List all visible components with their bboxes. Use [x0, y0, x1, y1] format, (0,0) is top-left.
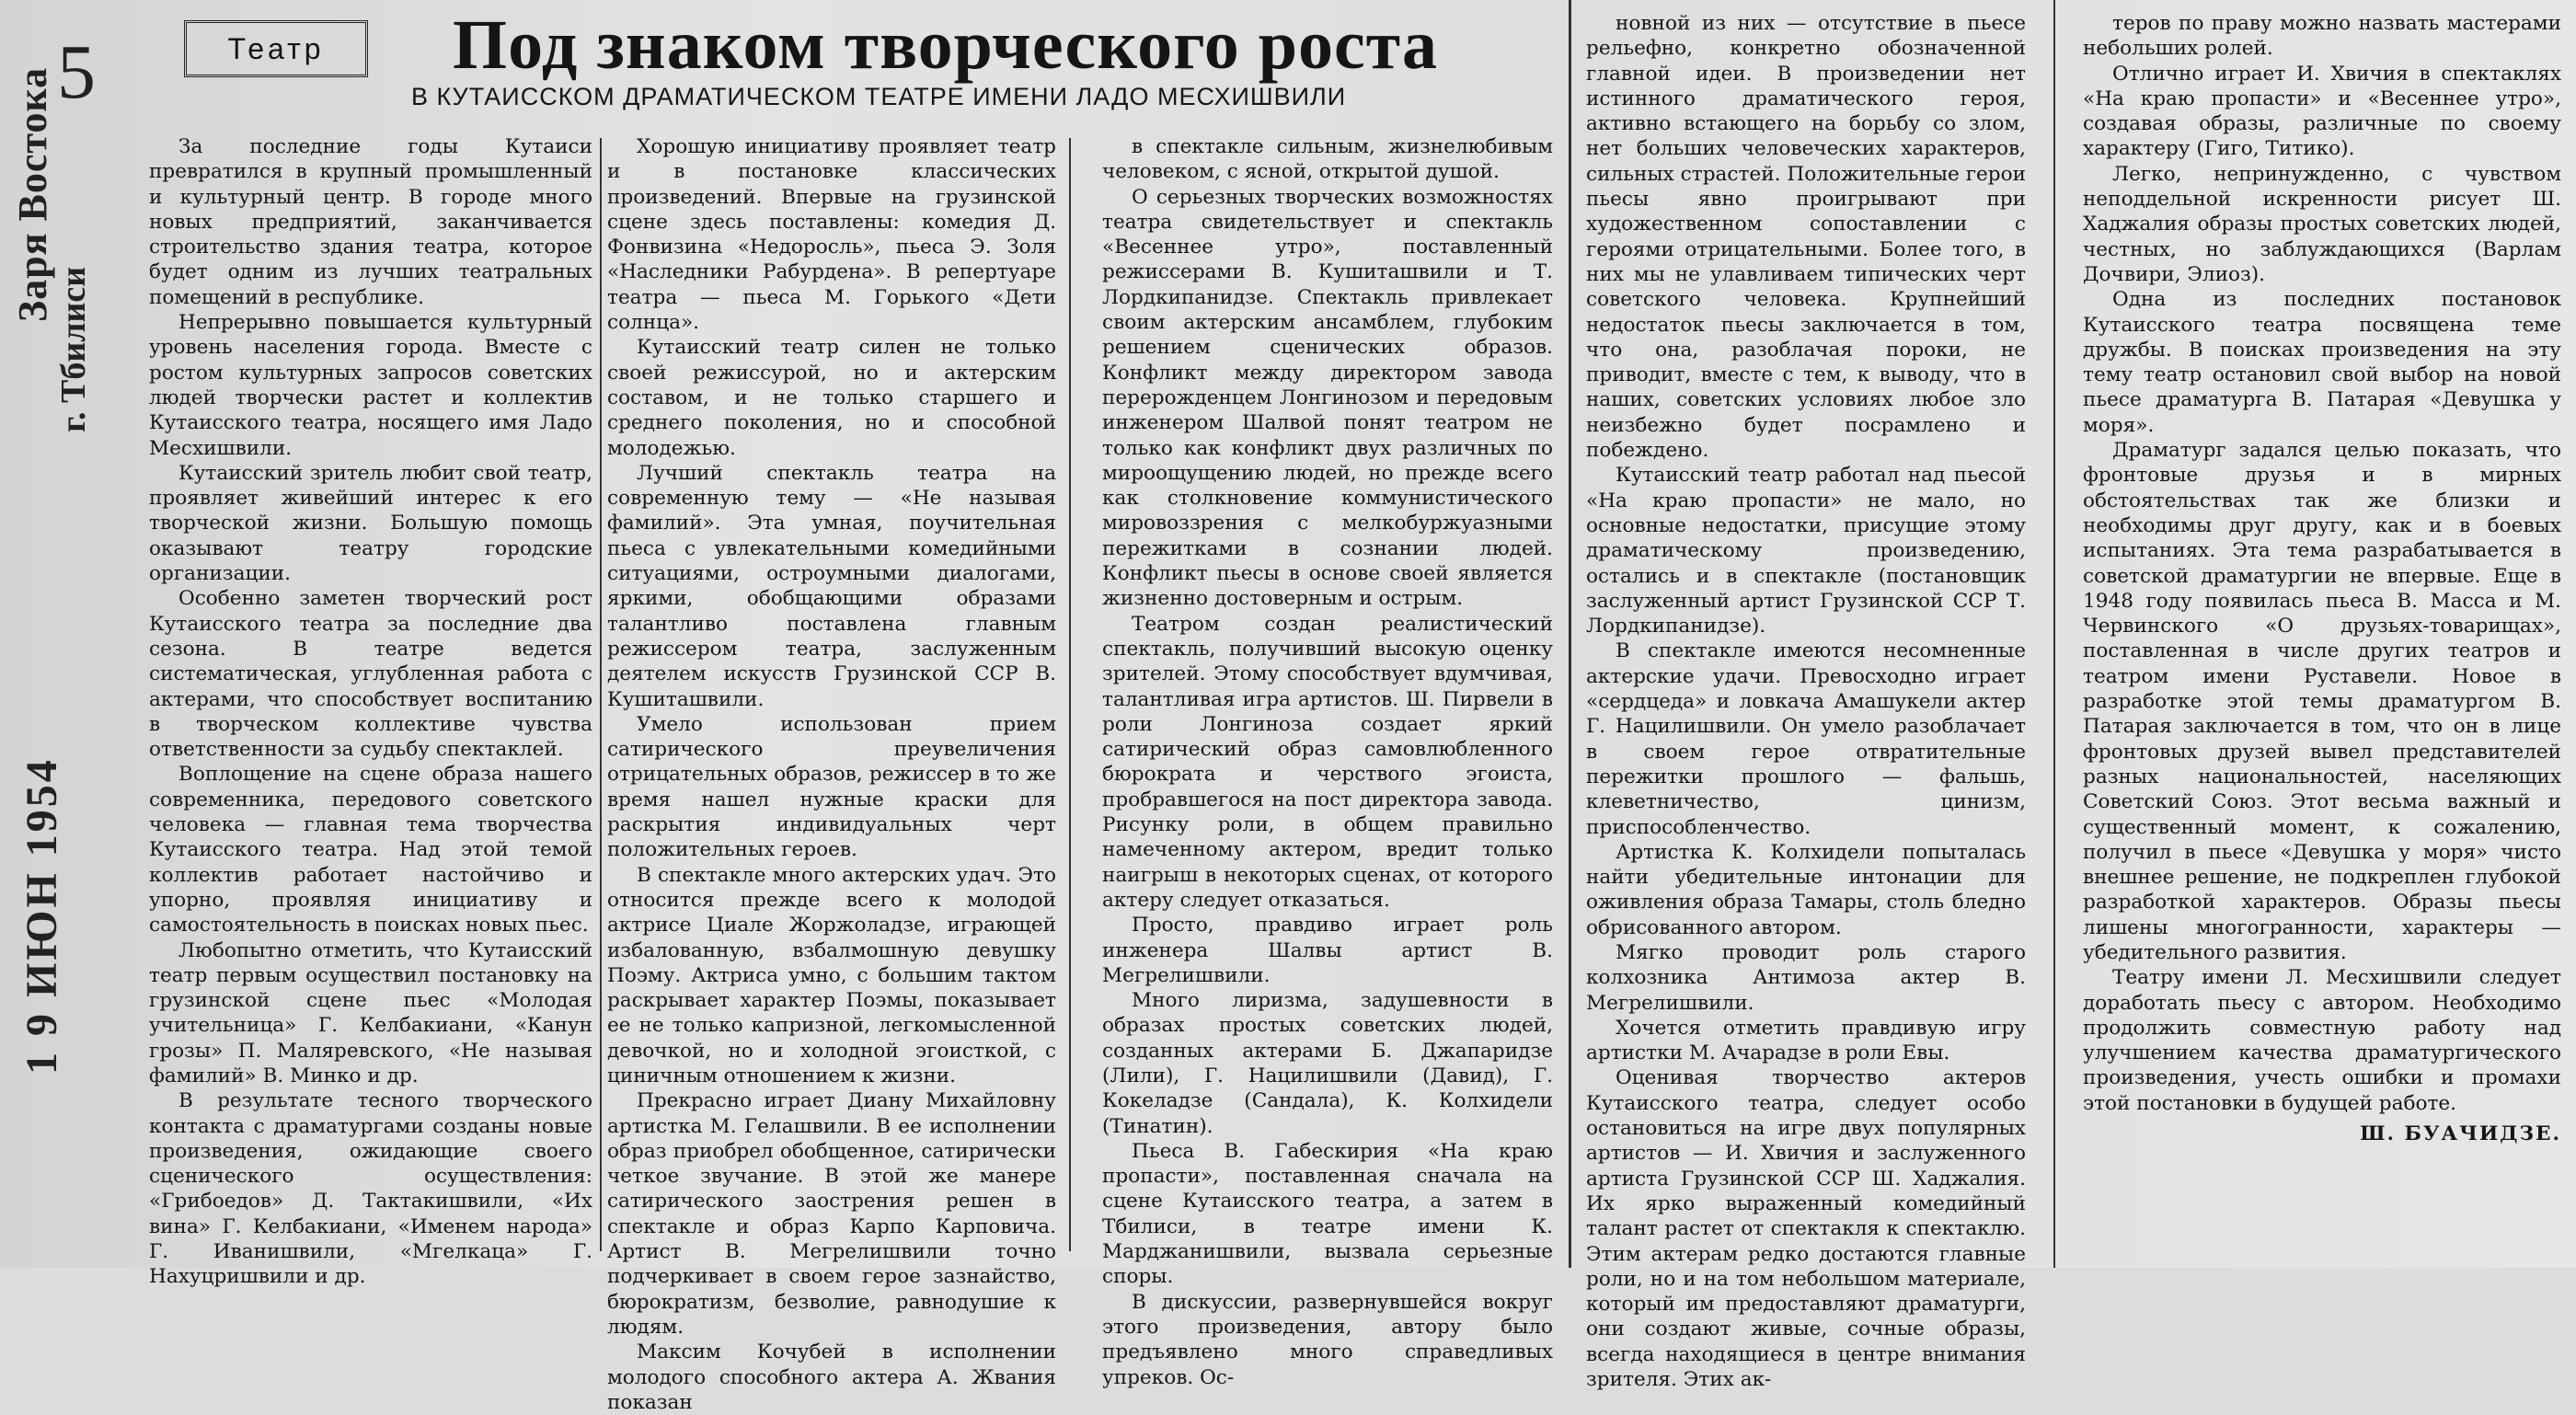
author-signature: Ш. БУАЧИДЗЕ. [2360, 1122, 2561, 1146]
paragraph: Одна из последних постановок Кутаисского театра посвящена теме дружбы. В поисках произведения на эту тему театр остановил свой выбор на новой пьесе драматурга В. Патарая «Девушка у моря». [2083, 288, 2561, 437]
paragraph: В спектакле много актерских удач. Это относится прежде всего к молодой актрисе Циале Жоржоладзе, играющей избалованную, взбалмошную девушку Поэму. Актриса умно, с большим тактом раскрывает характер Поэмы, показывает ее не только капризной, легкомысленной девочкой, но и холодной эгоисткой, с циничным отношением к жизни. [607, 863, 1056, 1087]
column-divider [1569, 0, 1571, 1268]
newspaper-name: Заря Востока [10, 66, 55, 322]
column-divider [600, 138, 602, 1251]
paragraph: теров по праву можно назвать мастерами небольших ролей. [2083, 12, 2561, 61]
paragraph: За последние годы Кутаиси превратился в крупный промышленный и культурный центр. В городе много новых предприятий, заканчивается строительство здания театра, которое будет одним из лучших театральных помещений в республике. [149, 135, 592, 309]
city-label: г. Тбилиси [54, 266, 93, 432]
paragraph: Пьеса В. Габескирия «На краю пропасти», поставленная сначала на сцене Кутаисского театра, а затем в Тбилиси, в театре имени К. Марджанишвили, вызвала серьезные споры. [1102, 1139, 1553, 1289]
paragraph: Много лиризма, задушевности в образах простых советских людей, созданных актерами Б. Джапаридзе (Лили), Г. Нацилишвили (Давид), Г. Кокеладзе (Сандала), К. Колхидели (Тинатин). [1102, 989, 1553, 1138]
paragraph: Воплощение на сцене образа нашего современника, передового советского человека — главная тема творчества Кутаисского театра. Над этой темой коллектив работает настойчиво и упорно, проявляя инициативу и самостоятельность в поисках новых пьес. [149, 763, 592, 938]
paragraph: Хочется отметить правдивую игру артистки М. Ачарадзе в роли Евы. [1586, 1016, 2026, 1065]
paragraph: Хорошую инициативу проявляет театр и в постановке классических произведений. Впервые на грузинской сцене здесь поставлены: комедия Д. Фонвизина «Недоросль», пьеса Э. Золя «Наследники Рабурдена». В репертуаре театра — пьеса М. Горького «Дети солнца». [607, 135, 1056, 335]
article-column-4 [1586, 11, 2026, 1392]
paragraph: Драматург задался целью показать, что фронтовые друзья и в мирных обстоятельствах так же близки и необходимы друг другу, как и в боевых испытаниях. Эта тема разрабатывается в советской драматургии не впервые. Еще в 1948 году появилась пьеса В. Масса и М. Червинского «О друзьях-товарищах», поставленная в числе других театров и театром имени Руставели. Новое в разработке этой темы драматургом В. Патарая заключается в том, что он в лице фронтовых друзей вывел представителей разных национальностей, населяющих Советский Союз. Этот весьма важный и существенный момент, к сожалению, получил в пьесе «Девушка у моря» чисто внешнее решение, не подкреплен глубокой разработкой характеров. Образы пьесы лишены многогранности, характеры — убедительного развития. [2083, 439, 2561, 964]
paragraph: Мягко проводит роль старого колхозника Антимоза актер В. Мегрелишвили. [1586, 940, 2026, 1015]
handwritten-number: 5 [57, 29, 96, 115]
article-headline: Под знаком творческого роста [453, 6, 1438, 84]
section-rubric: Театр [184, 20, 368, 77]
paragraph: В спектакле имеются несомненные актерские удачи. Превосходно играет «сердцеда» и ловкача Амашукели актер Г. Нацилишвили. Он умело разоблачает в своем герое отвратительные пережитки прошлого — фальшь, клеветничество, цинизм, приспособленчество. [1586, 639, 2026, 839]
paragraph: Просто, правдиво играет роль инженера Шалвы артист В. Мегрелишвили. [1102, 914, 1553, 987]
paragraph: Отлично играет И. Хвичия в спектаклях «На краю пропасти» и «Весеннее утро», создавая образы, различные по своему характеру (Гиго, Титико). [2083, 62, 2561, 161]
date-stamp: 1 9 ИЮН 1954 [17, 757, 66, 1075]
article-column-5 [2083, 11, 2561, 1146]
paragraph: В дискуссии, развернувшейся вокруг этого произведения, автору было предъявлено много справедливых упреков. Ос- [1102, 1290, 1553, 1389]
paragraph: Театром создан реалистический спектакль, получивший высокую оценку зрителей. Этому способствует вдумчивая, талантливая игра артистов. Ш. Пирвели в роли Лонгиноза создает яркий сатирический образ самовлюбленного бюрократа и черствого эгоиста, пробравшегося на пост директора завода. Рисунку роли, в общем правильно намеченному актером, вредит только наигрыш в некоторых сценах, от которого актеру следует отказаться. [1102, 612, 1553, 912]
paragraph: О серьезных творческих возможностях театра свидетельствует и спектакль «Весеннее утро», поставленный режиссерами В. Кушиташвили и Т. Лордкипанидзе. Спектакль привлекает своим актерским ансамблем, глубоким решением сценических образов. Конфликт между директором завода перерожденцем Лонгинозом и передовым инженером Шалвой понят театром не только как конфликт двух различных по мироощущению людей, но прежде всего как столкновение коммунистического мировоззрения с мелкобуржуазными пережитками в сознании людей. Конфликт пьесы в основе своей является жизненно достоверным и острым. [1102, 185, 1553, 611]
paragraph: Непрерывно повышается культурный уровень населения города. Вместе с ростом культурных запросов советских людей творчески растет и коллектив Кутаисского театра, носящего имя Ладо Месхишвили. [149, 311, 592, 460]
paragraph: Прекрасно играет Диану Михайловну артистка М. Гелашвили. В ее исполнении образ приобрел обобщенное, сатирически четкое звучание. В этой же манере сатирического заострения решен в спектакле и образ Карпо Карповича. Артист В. Мегрелишвили точно подчеркивает в своем герое зазнайство, бюрократизм, безволие, равнодушие к людям. [607, 1089, 1056, 1339]
paragraph: Легко, непринужденно, с чувством неподдельной искренности рисует Ш. Хаджалия образы простых советских людей, честных, но заблуждающихся (Варлам Дочвири, Элиоз). [2083, 162, 2561, 286]
paragraph: в спектакле сильным, жизнелюбивым человеком, с ясной, открытой душой. [1102, 135, 1553, 184]
paragraph: Лучший спектакль театра на современную тему — «Не называя фамилий». Эта умная, поучительная пьеса с увлекательными комедийными ситуациями, остроумными диалогами, яркими, обобщающими образами талантливо поставлена главным режиссером театра, заслуженным деятелем искусств Грузинской ССР В. Кушиташвили. [607, 461, 1056, 711]
paragraph: Кутаисский зритель любит свой театр, проявляет живейший интерес к его творческой жизни. Большую помощь оказывают театру городские организации. [149, 461, 592, 586]
article-column-3 [1102, 134, 1553, 1390]
article-subheadline: В КУТАИССКОМ ДРАМАТИЧЕСКОМ ТЕАТРЕ ИМЕНИ ЛАДО МЕСХИШВИЛИ [411, 83, 1347, 110]
paragraph: Кутаисский театр силен не только своей режиссурой, но и актерским составом, и не только старшего и среднего поколения, но и способной молодежью. [607, 336, 1056, 460]
column-divider [2053, 0, 2055, 1268]
paragraph: Артистка К. Колхидели попыталась найти убедительные интонации для оживления образа Тамары, столь бледно обрисованного автором. [1586, 840, 2026, 939]
paragraph: Максим Кочубей в исполнении молодого способного актера А. Жвания показан [607, 1340, 1056, 1414]
paragraph: В результате тесного творческого контакта с драматургами созданы новые произведения, ожидающие своего сценического осуществления: «Грибоедов» Д. Тактакишвили, «Их вина» Г. Келбакиани, «Именем народа» Г. Иванишвили, «Мгелкаца» Г. Нахуцришвили и др. [149, 1089, 592, 1289]
column-divider [1069, 138, 1071, 1251]
paragraph: Кутаисский театр работал над пьесой «На краю пропасти» не мало, но основные недостатки, присущие этому драматическому произведению, остались и в спектакле (постановщик заслуженный артист Грузинской ССР Т. Лордкипанидзе). [1586, 464, 2026, 638]
paragraph: Умело использован прием сатирического преувеличения отрицательных образов, режиссер в то же время нашел нужные краски для раскрытия индивидуальных черт положительных героев. [607, 712, 1056, 862]
paragraph: Любопытно отметить, что Кутаисский театр первым осуществил постановку на грузинской сцене пьес «Молодая учительница» Г. Келбакиани, «Канун грозы» П. Маляревского, «Не называя фамилий» В. Минко и др. [149, 938, 592, 1087]
article-column-1 [149, 134, 592, 1290]
paragraph: новной из них — отсутствие в пьесе рельефно, конкретно обозначенной главной идеи. В произведении нет истинного драматического героя, активно встающего на борьбу со злом, нет больших человеческих характеров, сильных страстей. Положительные герои пьесы явно проигрывают при художественном сопоставлении с героями отрицательными. Более того, в них мы не улавливаем типических черт советского человека. Крупнейший недостаток пьесы заключается в том, что она, разоблачая пороки, не приводит, вместе с тем, к выводу, что в наших, советских условиях любое зло неизбежно будет посрамлено и побеждено. [1586, 12, 2026, 463]
paragraph: Оценивая творчество актеров Кутаисского театра, следует особо остановиться на игре двух популярных артистов — И. Хвичия и заслуженного артиста Грузинской ССР Ш. Хаджалия. Их ярко выраженный комедийный талант растет от спектакля к спектаклю. Этим актерам редко достаются главные роли, но и на том небольшом материале, который им предоставляют драматурги, они создают живые, сочные образы, всегда находящиеся в центре внимания зрителя. Этих ак- [1586, 1066, 2026, 1392]
paragraph: Особенно заметен творческий рост Кутаисского театра за последние два сезона. В театре ведется систематическая, углубленная работа с актерами, что способствует воспитанию в творческом коллективе чувства ответственности за судьбу спектаклей. [149, 587, 592, 762]
paragraph: Театру имени Л. Месхишвили следует доработать пьесу с автором. Необходимо продолжить совместную работу над улучшением качества драматургического произведения, учесть ошибки и промахи этой постановки в будущей работе. [2083, 966, 2561, 1115]
article-column-2 [607, 134, 1056, 1415]
